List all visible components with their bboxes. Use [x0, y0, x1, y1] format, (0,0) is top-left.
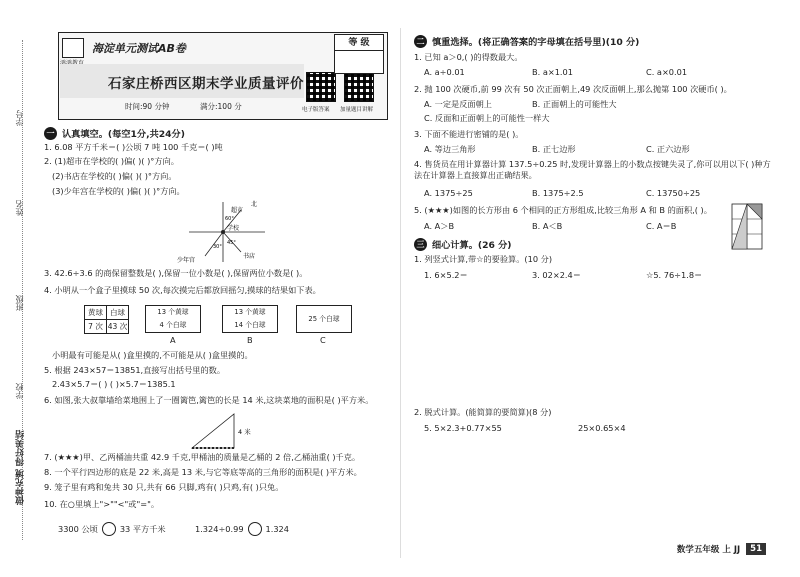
map-label: 超市	[231, 207, 244, 214]
calc-item: 5. 5×2.3+0.77×55	[424, 423, 502, 433]
result-table	[84, 305, 129, 334]
qr-code-icon	[306, 72, 336, 102]
question-1: 1. 6.08 平方千米＝( )公顷 7 吨 100 千克＝( )吨	[44, 142, 223, 152]
choice-option: B. 正七边形	[532, 144, 576, 154]
section-1-heading	[44, 126, 185, 140]
qr-code-icon	[344, 72, 374, 102]
box-tag: B	[247, 335, 253, 345]
choice-option: C. 反面和正面朝上的可能性一样大	[424, 113, 550, 123]
table-cell: 白球	[107, 306, 129, 320]
choice-option: B. 正面朝上的可能性大	[532, 99, 617, 109]
brand-logo-icon	[62, 38, 84, 58]
section-title: 认真填空。(每空1分,共24分)	[62, 129, 185, 140]
calc-item: 25×0.65×4	[578, 423, 626, 433]
direction-map	[175, 198, 275, 266]
box-tag: C	[320, 335, 326, 345]
question-7: 7. (★★★)甲、乙两桶油共重 42.9 千克,甲桶油的质量是乙桶的 2 倍,乙桶油重( )千克。	[44, 452, 361, 462]
map-angle: 30°	[213, 244, 222, 250]
binding-strip	[0, 0, 40, 577]
choice-question-4: 4. 售货员在用计算器计算 137.5÷0.25 时,发现计算器上的小数点按键失灵了,你可以用以下( )种方法在计算器上直接算出正确结果。	[414, 159, 771, 180]
page-number: 51	[746, 543, 766, 555]
score-info: 满分:100 分	[200, 102, 242, 111]
choice-option: B. A＜B	[532, 221, 563, 231]
calc-item: 3. 02×2.4＝	[532, 270, 581, 280]
box-c	[296, 305, 352, 333]
slogan: 做神充境 得好美结	[16, 430, 26, 506]
choice-option: A. 1375÷25	[424, 188, 473, 198]
student-id-label: 学号	[15, 110, 24, 126]
grade-label: 等 级	[335, 35, 383, 51]
question-8: 8. 一个平行四边形的底是 22 米,高是 13 米,与它等底等高的三角形的面积是( )平方米。	[44, 467, 362, 477]
compare-a	[58, 522, 166, 536]
question-4: 4. 小明从一个盒子里摸球 50 次,每次摸完后都放回摇匀,摸球的结果如下表。	[44, 285, 321, 295]
compare-left: 3300 公顷	[58, 523, 98, 534]
choice-question-2: 2. 抛 100 次硬币,前 99 次有 50 次正面朝上,49 次反面朝上,那么抛第 100 次硬币( )。	[414, 84, 732, 94]
choice-option: B. a×1.01	[532, 67, 573, 77]
name-label: 姓名	[15, 200, 24, 216]
table-cell: 7 次	[85, 320, 107, 334]
choice-question-5: 5. (★★★)如图的长方形由 6 个相同的正方形组成,比较三角形 A 和 B 的面积,( )。	[414, 205, 712, 215]
compare-left: 1.324÷0.99	[195, 523, 244, 534]
column-divider	[400, 28, 401, 558]
map-label: 学校	[227, 225, 240, 232]
map-angle: 45°	[227, 240, 236, 246]
map-label: 北	[251, 201, 258, 208]
compare-b	[195, 522, 289, 536]
choice-option: C. A＝B	[646, 221, 677, 231]
compare-right: 33 平方千米	[119, 523, 166, 534]
choice-option: A. 一定是反面朝上	[424, 99, 492, 109]
time-info: 时间:90 分钟	[125, 102, 170, 111]
class-label: 班级	[15, 295, 24, 311]
school-label: 学校	[15, 383, 24, 399]
question-2: 2. (1)超市在学校的( )偏( )( )°方向。	[44, 156, 179, 166]
brand-title: 海淀单元测试AB卷	[92, 42, 186, 55]
calc-question-2: 2. 脱式计算。(能简算的要简算)(8 分)	[414, 407, 552, 417]
triangle-a	[732, 204, 747, 249]
section-number: 二	[414, 35, 427, 48]
garden-dimension: 4 米	[238, 428, 251, 436]
section-title: 细心计算。(26 分)	[432, 240, 512, 251]
map-label: 书店	[243, 253, 256, 260]
garden-shape	[192, 414, 234, 448]
box-line: 25 个白球	[308, 315, 340, 323]
question-10: 10. 在○里填上">""<"或"="。	[44, 499, 160, 509]
qr-caption: 电子版答案	[302, 107, 330, 113]
table-cell: 43 次	[107, 320, 129, 334]
triangle-b	[747, 204, 762, 219]
choice-option: C. 13750÷25	[646, 188, 701, 198]
section-number: 三	[414, 238, 427, 251]
question-6: 6. 如图,张大叔靠墙给菜地围上了一圈篱笆,篱笆的长是 14 米,这块菜地的面积是( )平方米。	[44, 395, 374, 405]
box-line: 13 个黄球	[234, 308, 266, 316]
section-3-heading	[414, 237, 512, 251]
box-line: 14 个白球	[234, 321, 266, 329]
grade-box	[334, 34, 384, 74]
rectangle-figure	[730, 202, 766, 252]
question-2b: (2)书店在学校的( )偏( )( )°方向。	[52, 171, 177, 181]
section-title: 慎重选择。(将正确答案的字母填在括号里)(10 分)	[432, 37, 640, 48]
subject-label: 数学五年级 上 JJ	[676, 545, 741, 555]
qr-caption: 加量题目讲解	[340, 107, 374, 113]
question-4b: 小明最有可能是从( )盒里摸的,不可能是从( )盒里摸的。	[52, 350, 253, 360]
choice-option: A. 等边三角形	[424, 144, 476, 154]
question-5: 5. 根据 243×57＝13851,直接写出括号里的数。	[44, 365, 226, 375]
choice-option: B. 1375÷2.5	[532, 188, 584, 198]
calc-question-1: 1. 列竖式计算,带☆的要验算。(10 分)	[414, 254, 553, 264]
map-label: 少年宫	[177, 257, 196, 264]
box-line: 4 个白球	[159, 321, 187, 329]
box-line: 13 个黄球	[157, 308, 189, 316]
map-angle: 60°	[225, 216, 234, 222]
choice-option: C. 正六边形	[646, 144, 690, 154]
choice-question-1: 1. 已知 a＞0,( )的得数最大。	[414, 52, 523, 62]
choice-question-3: 3. 下面不能进行密铺的是( )。	[414, 129, 524, 139]
compare-circle[interactable]	[248, 522, 262, 536]
compare-right: 1.324	[265, 523, 289, 534]
calc-item: ☆5. 76÷1.8＝	[646, 270, 703, 280]
box-tag: A	[170, 335, 176, 345]
section-number: 一	[44, 127, 57, 140]
choice-option: C. a×0.01	[646, 67, 688, 77]
question-9: 9. 笼子里有鸡和兔共 30 只,共有 66 只脚,鸡有( )只鸡,有( )只兔。	[44, 482, 284, 492]
question-3: 3. 42.6÷3.6 的商保留整数是( ),保留一位小数是( ),保留两位小数是( )。	[44, 268, 308, 278]
box-a	[145, 305, 201, 333]
garden-figure	[184, 410, 264, 452]
question-2c: (3)少年宫在学校的( )偏( )( )°方向。	[52, 186, 185, 196]
calc-item: 1. 6×5.2＝	[424, 270, 468, 280]
compare-circle[interactable]	[102, 522, 116, 536]
school-point	[221, 230, 225, 234]
box-b	[222, 305, 278, 333]
question-5b: 2.43×5.7＝( ) ( )×5.7＝1385.1	[52, 379, 176, 389]
choice-option: A. a÷0.01	[424, 67, 465, 77]
section-2-heading	[414, 34, 639, 48]
page-title: 石家庄桥西区期末学业质量评价	[108, 76, 304, 92]
choice-option: A. A＞B	[424, 221, 455, 231]
table-cell: 黄球	[85, 306, 107, 320]
page-footer	[677, 543, 766, 555]
